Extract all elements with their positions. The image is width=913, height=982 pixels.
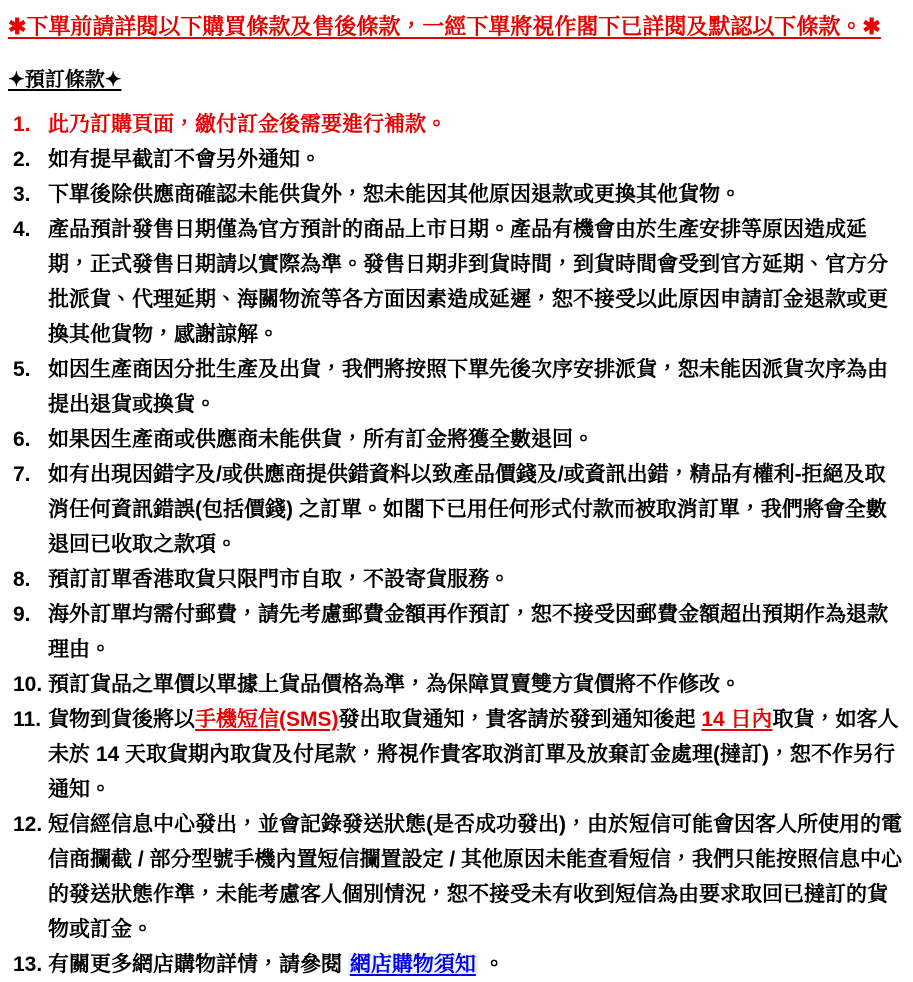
term-item <box>8 352 905 422</box>
term-text <box>48 603 888 661</box>
term-item <box>8 807 905 947</box>
term-number: 11. <box>13 707 42 731</box>
term-number: 7. <box>13 462 31 486</box>
pre-order-notice: ✱下單前請詳閱以下購買條款及售後條款，一經下單將視作閣下已詳閱及默認以下條款。✱ <box>8 14 881 39</box>
term-text <box>48 463 887 556</box>
term-segment: 手機短信(SMS) <box>195 707 339 731</box>
term-item <box>8 457 905 562</box>
term-number: 3. <box>13 182 31 206</box>
shop-guide-link[interactable]: 網店購物須知 <box>349 952 476 976</box>
term-text <box>48 358 888 416</box>
term-item <box>8 177 905 212</box>
term-item <box>8 142 905 177</box>
term-number: 5. <box>13 357 31 381</box>
section-title <box>8 68 905 92</box>
term-segment: 下單後除供應商確認未能供貨外，恕未能因其他原因退款或更換其他貨物。 <box>48 182 741 206</box>
term-item <box>8 667 905 702</box>
term-item <box>8 702 905 807</box>
term-segment: 發出取貨通知，貴客請於發到通知後起 <box>338 707 702 731</box>
term-text <box>48 148 321 171</box>
term-number: 10. <box>13 672 43 696</box>
term-number: 13. <box>13 952 43 976</box>
term-number: 4. <box>13 217 31 241</box>
term-text <box>48 953 505 976</box>
term-segment: 貨物到貨後將以 <box>48 707 195 731</box>
term-number: 9. <box>13 602 31 626</box>
term-item <box>8 107 905 142</box>
term-text <box>48 673 741 696</box>
term-segment: 如因生產商因分批生產及出貨，我們將按照下單先後次序安排派貨，恕未能因派貨次序為由提出退貨或換貨。 <box>48 357 888 416</box>
term-segment: 取貨，如客人未於 14 天取貨期內取貨及付尾款，將視作貴客取消訂單及放棄訂金處理(撻訂)，恕不作另行通知。 <box>48 707 899 801</box>
terms-list <box>8 107 905 982</box>
term-item <box>8 947 905 982</box>
term-segment: 短信經信息中心發出，並會記錄發送狀態(是否成功發出)，由於短信可能會因客人所使用的電信商攔截 / 部分型號手機內置短信攔置設定 / 其他原因未能查看短信，我們只能按照信息中心的發送狀態作準，未能考慮客人個別情況，恕不接受未有收到短信為由要求取回已撻訂的貨物或訂金。 <box>48 812 903 941</box>
section-title-text: ✦預訂條款✦ <box>8 68 122 91</box>
term-text <box>48 183 741 206</box>
term-text <box>48 218 888 346</box>
term-segment: 如果因生產商或供應商未能供貨，所有訂金將獲全數退回。 <box>48 427 594 451</box>
term-text <box>48 428 594 451</box>
term-text <box>48 568 510 591</box>
term-segment: 如有出現因錯字及/或供應商提供錯資料以致產品價錢及/或資訊出錯，精品有權利-拒絕及取消任何資訊錯誤(包括價錢) 之訂單。如閣下已用任何形式付款而被取消訂單，我們將會全數退回已收取之款項。 <box>48 462 887 556</box>
term-segment: 產品預計發售日期僅為官方預計的商品上市日期。產品有機會由於生產安排等原因造成延期，正式發售日期請以實際為準。發售日期非到貨時間，到貨時間會受到官方延期、官方分批派貨、代理延期、海關物流等各方面因素造成延遲，恕不接受以此原因申請訂金退款或更換其他貨物，感謝諒解。 <box>48 217 888 346</box>
term-segment: 14 日內 <box>701 707 773 731</box>
term-item <box>8 597 905 667</box>
term-number: 2. <box>13 147 31 171</box>
term-text <box>48 113 447 136</box>
term-segment: 預訂貨品之單價以單據上貨品價格為準，為保障買賣雙方貨價將不作修改。 <box>48 672 741 696</box>
term-number: 1. <box>13 112 31 136</box>
term-number: 12. <box>13 812 43 836</box>
term-segment: 海外訂單均需付郵費，請先考慮郵費金額再作預訂，恕不接受因郵費金額超出預期作為退款理由。 <box>48 602 888 661</box>
term-segment: 有關更多網店購物詳情，請參閱 <box>48 952 348 976</box>
term-segment: 預訂訂單香港取貨只限門市自取，不設寄貨服務。 <box>48 567 510 591</box>
term-segment: 如有提早截訂不會另外通知。 <box>48 147 321 171</box>
term-text <box>48 708 899 801</box>
term-text <box>48 813 902 941</box>
term-item <box>8 562 905 597</box>
term-item <box>8 212 905 352</box>
term-item <box>8 422 905 457</box>
term-segment: 。 <box>477 952 505 976</box>
term-number: 6. <box>13 427 31 451</box>
term-number: 8. <box>13 567 31 591</box>
term-segment: 此乃訂購頁面，繳付訂金後需要進行補款。 <box>48 112 447 136</box>
